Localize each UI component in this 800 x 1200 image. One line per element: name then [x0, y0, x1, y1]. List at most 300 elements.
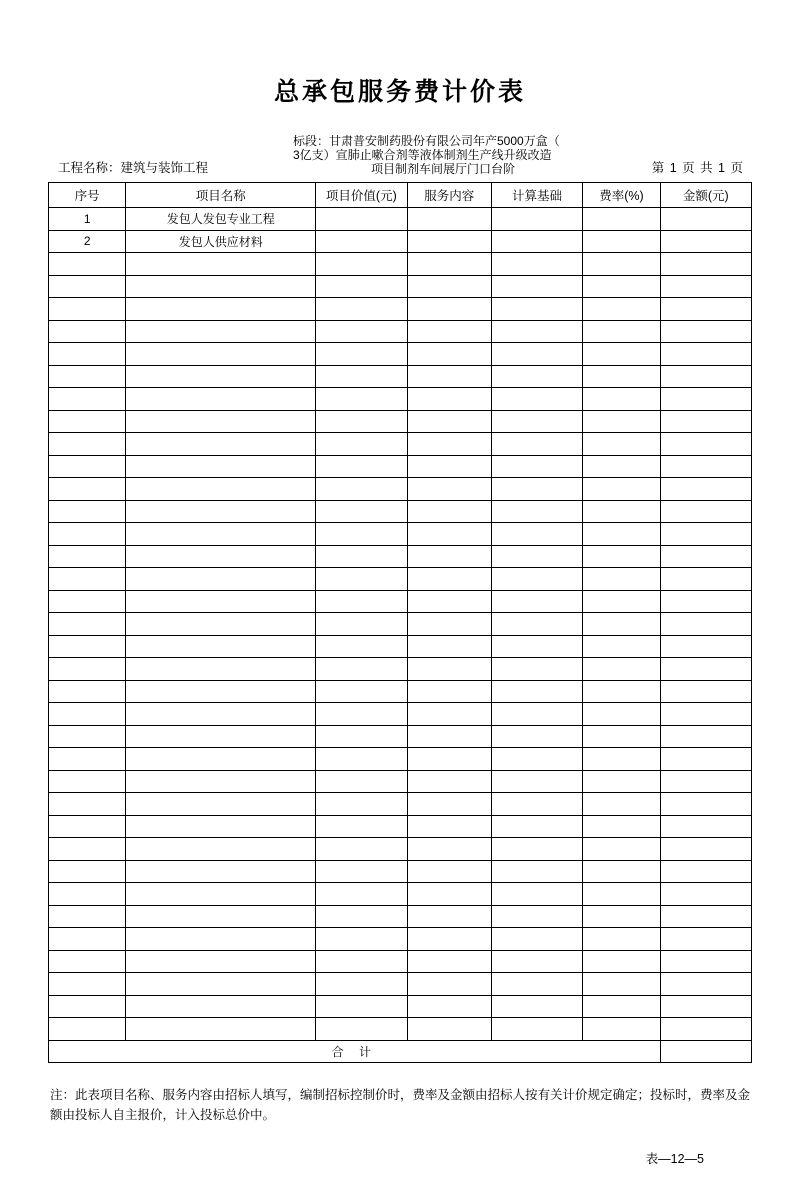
cell-name[interactable]: [126, 793, 316, 816]
cell-amount[interactable]: [660, 298, 751, 321]
cell-value[interactable]: [316, 365, 407, 388]
cell-basis[interactable]: [491, 613, 582, 636]
cell-basis[interactable]: [491, 545, 582, 568]
cell-value[interactable]: [316, 748, 407, 771]
cell-value[interactable]: [316, 253, 407, 276]
cell-basis[interactable]: [491, 928, 582, 951]
cell-basis[interactable]: [491, 253, 582, 276]
cell-name[interactable]: [126, 365, 316, 388]
cell-name[interactable]: [126, 703, 316, 726]
cell-service[interactable]: [407, 230, 491, 253]
cell-amount[interactable]: [660, 455, 751, 478]
cell-no[interactable]: [49, 568, 126, 591]
cell-name[interactable]: [126, 320, 316, 343]
cell-rate[interactable]: [583, 883, 660, 906]
cell-amount[interactable]: [660, 1018, 751, 1041]
cell-name[interactable]: [126, 253, 316, 276]
cell-rate[interactable]: [583, 433, 660, 456]
cell-name[interactable]: [126, 613, 316, 636]
table-row: [49, 298, 752, 321]
cell-no[interactable]: [49, 478, 126, 501]
cell-basis[interactable]: [491, 995, 582, 1018]
cell-no[interactable]: [49, 950, 126, 973]
cell-service[interactable]: [407, 995, 491, 1018]
table-row: [49, 275, 752, 298]
cell-basis[interactable]: [491, 973, 582, 996]
cell-rate[interactable]: [583, 838, 660, 861]
cell-basis[interactable]: [491, 568, 582, 591]
cell-rate[interactable]: [583, 770, 660, 793]
cell-service[interactable]: [407, 793, 491, 816]
cell-service[interactable]: [407, 208, 491, 231]
cell-name[interactable]: [126, 725, 316, 748]
cell-no[interactable]: [49, 658, 126, 681]
table-row: [49, 860, 752, 883]
cell-no[interactable]: [49, 815, 126, 838]
cell-basis[interactable]: [491, 815, 582, 838]
cell-amount[interactable]: [660, 410, 751, 433]
cell-name[interactable]: [126, 928, 316, 951]
table-row: [49, 230, 752, 253]
cell-rate[interactable]: [583, 995, 660, 1018]
cell-name[interactable]: [126, 815, 316, 838]
cell-amount[interactable]: [660, 815, 751, 838]
table-row: [49, 590, 752, 613]
cell-name[interactable]: [126, 590, 316, 613]
cell-basis[interactable]: [491, 388, 582, 411]
column-header-amount: 金额(元): [660, 183, 751, 208]
cell-rate[interactable]: [583, 680, 660, 703]
cell-amount[interactable]: [660, 770, 751, 793]
table-row: [49, 680, 752, 703]
cell-name[interactable]: [126, 478, 316, 501]
cell-no[interactable]: [49, 298, 126, 321]
cell-value[interactable]: [316, 1018, 407, 1041]
table-row: [49, 455, 752, 478]
cell-service[interactable]: [407, 455, 491, 478]
column-header-no: 序号: [49, 183, 126, 208]
cell-amount[interactable]: [660, 928, 751, 951]
cell-name[interactable]: [126, 658, 316, 681]
cell-name[interactable]: [126, 410, 316, 433]
cell-name[interactable]: [126, 275, 316, 298]
cell-amount[interactable]: [660, 613, 751, 636]
cell-no[interactable]: [49, 455, 126, 478]
cell-no[interactable]: 2: [49, 230, 126, 253]
cell-service[interactable]: [407, 815, 491, 838]
form-code: 表—12—5: [645, 1152, 704, 1166]
cell-amount[interactable]: [660, 568, 751, 591]
cell-rate[interactable]: [583, 298, 660, 321]
cell-rate[interactable]: [583, 478, 660, 501]
table-row: [49, 905, 752, 928]
cell-rate[interactable]: [583, 658, 660, 681]
cell-value[interactable]: [316, 208, 407, 231]
cell-service[interactable]: [407, 365, 491, 388]
cell-basis[interactable]: [491, 298, 582, 321]
cell-amount[interactable]: [660, 208, 751, 231]
cell-value[interactable]: [316, 703, 407, 726]
cell-amount[interactable]: [660, 433, 751, 456]
cell-no[interactable]: [49, 725, 126, 748]
cell-amount[interactable]: [660, 275, 751, 298]
cell-name[interactable]: [126, 748, 316, 771]
cell-service[interactable]: [407, 568, 491, 591]
cell-amount[interactable]: [660, 635, 751, 658]
cell-basis[interactable]: [491, 703, 582, 726]
table-note: 注：此表项目名称、服务内容由招标人填写，编制招标控制价时，费率及金额由招标人按有关计价规定确定；投标时，费率及金额由投标人自主报价，计入投标总价中。: [50, 1088, 751, 1122]
cell-rate[interactable]: [583, 793, 660, 816]
cell-no[interactable]: [49, 320, 126, 343]
column-header-value: 项目价值(元): [316, 183, 407, 208]
cell-value[interactable]: [316, 793, 407, 816]
cell-name[interactable]: [126, 545, 316, 568]
cell-basis[interactable]: [491, 208, 582, 231]
cell-no[interactable]: [49, 545, 126, 568]
cell-name[interactable]: [126, 343, 316, 366]
cell-basis[interactable]: [491, 883, 582, 906]
cell-basis[interactable]: [491, 905, 582, 928]
cell-service[interactable]: [407, 500, 491, 523]
section-line-3: 项目制剂车间展厅门口台阶: [370, 162, 515, 176]
cell-name[interactable]: 发包人发包专业工程: [126, 208, 316, 231]
cell-no[interactable]: [49, 770, 126, 793]
cell-rate[interactable]: [583, 275, 660, 298]
cell-rate[interactable]: [583, 500, 660, 523]
cell-amount[interactable]: [660, 388, 751, 411]
cell-amount[interactable]: [660, 230, 751, 253]
table-row: [49, 365, 752, 388]
cell-amount[interactable]: [660, 793, 751, 816]
cell-service[interactable]: [407, 770, 491, 793]
cell-service[interactable]: [407, 545, 491, 568]
cell-service[interactable]: [407, 725, 491, 748]
cell-value[interactable]: [316, 860, 407, 883]
table-row: [49, 410, 752, 433]
cell-amount[interactable]: [660, 950, 751, 973]
cell-service[interactable]: [407, 275, 491, 298]
cell-value[interactable]: [316, 658, 407, 681]
cell-basis[interactable]: [491, 635, 582, 658]
cell-name[interactable]: 发包人供应材料: [126, 230, 316, 253]
cell-service[interactable]: [407, 928, 491, 951]
cell-no[interactable]: [49, 388, 126, 411]
cell-amount[interactable]: [660, 545, 751, 568]
cell-name[interactable]: [126, 298, 316, 321]
cell-amount[interactable]: [660, 680, 751, 703]
cell-basis[interactable]: [491, 410, 582, 433]
cell-service[interactable]: [407, 388, 491, 411]
cell-no[interactable]: [49, 838, 126, 861]
cell-basis[interactable]: [491, 748, 582, 771]
cell-rate[interactable]: [583, 388, 660, 411]
cell-rate[interactable]: [583, 703, 660, 726]
cell-rate[interactable]: [583, 523, 660, 546]
cell-rate[interactable]: [583, 635, 660, 658]
cell-value[interactable]: [316, 725, 407, 748]
cell-basis[interactable]: [491, 725, 582, 748]
cell-service[interactable]: [407, 433, 491, 456]
cell-value[interactable]: [316, 275, 407, 298]
cell-amount[interactable]: [660, 658, 751, 681]
cell-service[interactable]: [407, 883, 491, 906]
cell-name[interactable]: [126, 950, 316, 973]
cell-value[interactable]: [316, 590, 407, 613]
cell-basis[interactable]: [491, 478, 582, 501]
cell-amount[interactable]: [660, 703, 751, 726]
cell-name[interactable]: [126, 523, 316, 546]
cell-no[interactable]: [49, 883, 126, 906]
cell-value[interactable]: [316, 815, 407, 838]
table-header-row: [49, 183, 752, 208]
table-row: [49, 208, 752, 231]
cell-rate[interactable]: [583, 860, 660, 883]
cell-no[interactable]: [49, 365, 126, 388]
cell-rate[interactable]: [583, 230, 660, 253]
cell-rate[interactable]: [583, 590, 660, 613]
cell-no[interactable]: [49, 635, 126, 658]
cell-rate[interactable]: [583, 410, 660, 433]
cell-basis[interactable]: [491, 658, 582, 681]
cell-value[interactable]: [316, 568, 407, 591]
section-line-2: 3亿支）宣肺止嗽合剂等液体制剂生产线升级改造: [293, 148, 552, 162]
table-row: [49, 883, 752, 906]
cell-value[interactable]: [316, 343, 407, 366]
cell-value[interactable]: [316, 635, 407, 658]
cell-service[interactable]: [407, 523, 491, 546]
cell-basis[interactable]: [491, 500, 582, 523]
cell-name[interactable]: [126, 568, 316, 591]
section-info: [293, 134, 593, 176]
cell-no[interactable]: [49, 793, 126, 816]
cell-name[interactable]: [126, 455, 316, 478]
table-row: [49, 568, 752, 591]
cell-name[interactable]: [126, 388, 316, 411]
cell-no[interactable]: [49, 680, 126, 703]
table-row: [49, 1018, 752, 1041]
cell-rate[interactable]: [583, 613, 660, 636]
project-name-label: 工程名称：建筑与装饰工程: [58, 161, 209, 175]
cell-name[interactable]: [126, 433, 316, 456]
table-row: [49, 748, 752, 771]
cell-rate[interactable]: [583, 253, 660, 276]
cell-service[interactable]: [407, 973, 491, 996]
cell-value[interactable]: [316, 680, 407, 703]
cell-value[interactable]: [316, 410, 407, 433]
cell-no[interactable]: [49, 343, 126, 366]
cell-amount[interactable]: [660, 995, 751, 1018]
cell-no[interactable]: [49, 748, 126, 771]
cell-amount[interactable]: [660, 860, 751, 883]
cell-basis[interactable]: [491, 1018, 582, 1041]
cell-value[interactable]: [316, 500, 407, 523]
cell-value[interactable]: [316, 883, 407, 906]
cell-value[interactable]: [316, 770, 407, 793]
cell-service[interactable]: [407, 658, 491, 681]
cell-no[interactable]: [49, 995, 126, 1018]
cell-value[interactable]: [316, 613, 407, 636]
cell-value[interactable]: [316, 478, 407, 501]
cell-rate[interactable]: [583, 815, 660, 838]
cell-no[interactable]: [49, 590, 126, 613]
cell-basis[interactable]: [491, 343, 582, 366]
cell-service[interactable]: [407, 680, 491, 703]
cell-rate[interactable]: [583, 1018, 660, 1041]
column-header-service: 服务内容: [407, 183, 491, 208]
cell-rate[interactable]: [583, 208, 660, 231]
table-row: [49, 770, 752, 793]
cell-service[interactable]: [407, 343, 491, 366]
total-amount[interactable]: [660, 1040, 751, 1063]
cell-amount[interactable]: [660, 725, 751, 748]
cell-basis[interactable]: [491, 455, 582, 478]
cell-value[interactable]: [316, 928, 407, 951]
table-row: [49, 793, 752, 816]
cell-name[interactable]: [126, 770, 316, 793]
cell-service[interactable]: [407, 478, 491, 501]
cell-basis[interactable]: [491, 365, 582, 388]
cell-value[interactable]: [316, 230, 407, 253]
table-row: [49, 613, 752, 636]
cell-rate[interactable]: [583, 455, 660, 478]
cell-name[interactable]: [126, 995, 316, 1018]
table-row: [49, 320, 752, 343]
document-header: [48, 136, 752, 178]
cell-amount[interactable]: [660, 523, 751, 546]
column-header-rate: 费率(%): [583, 183, 660, 208]
cell-no[interactable]: [49, 928, 126, 951]
cell-no[interactable]: [49, 613, 126, 636]
cell-name[interactable]: [126, 635, 316, 658]
cell-no[interactable]: [49, 433, 126, 456]
cell-rate[interactable]: [583, 320, 660, 343]
table-row: [49, 500, 752, 523]
cell-name[interactable]: [126, 500, 316, 523]
cell-name[interactable]: [126, 1018, 316, 1041]
cell-amount[interactable]: [660, 253, 751, 276]
cell-amount[interactable]: [660, 883, 751, 906]
cell-value[interactable]: [316, 523, 407, 546]
cell-name[interactable]: [126, 860, 316, 883]
cell-service[interactable]: [407, 253, 491, 276]
cell-service[interactable]: [407, 950, 491, 973]
cell-rate[interactable]: [583, 725, 660, 748]
table-row: [49, 433, 752, 456]
cell-service[interactable]: [407, 320, 491, 343]
cell-rate[interactable]: [583, 545, 660, 568]
cell-no[interactable]: [49, 500, 126, 523]
cell-service[interactable]: [407, 905, 491, 928]
cell-basis[interactable]: [491, 770, 582, 793]
cell-no[interactable]: [49, 275, 126, 298]
cell-service[interactable]: [407, 860, 491, 883]
cell-rate[interactable]: [583, 928, 660, 951]
cell-no[interactable]: [49, 905, 126, 928]
cell-rate[interactable]: [583, 343, 660, 366]
cell-amount[interactable]: [660, 343, 751, 366]
cell-basis[interactable]: [491, 320, 582, 343]
cell-service[interactable]: [407, 1018, 491, 1041]
cell-value[interactable]: [316, 995, 407, 1018]
cell-amount[interactable]: [660, 590, 751, 613]
cell-no[interactable]: [49, 1018, 126, 1041]
cell-basis[interactable]: [491, 793, 582, 816]
cell-value[interactable]: [316, 950, 407, 973]
cell-basis[interactable]: [491, 523, 582, 546]
table-row: [49, 950, 752, 973]
cell-value[interactable]: [316, 905, 407, 928]
cell-name[interactable]: [126, 680, 316, 703]
cell-no[interactable]: [49, 410, 126, 433]
cell-amount[interactable]: [660, 478, 751, 501]
cell-name[interactable]: [126, 883, 316, 906]
table-row: [49, 523, 752, 546]
cell-name[interactable]: [126, 973, 316, 996]
cell-rate[interactable]: [583, 748, 660, 771]
cell-no[interactable]: [49, 523, 126, 546]
cell-basis[interactable]: [491, 230, 582, 253]
cell-name[interactable]: [126, 905, 316, 928]
cell-amount[interactable]: [660, 500, 751, 523]
cell-service[interactable]: [407, 838, 491, 861]
cell-rate[interactable]: [583, 365, 660, 388]
cell-basis[interactable]: [491, 680, 582, 703]
cell-rate[interactable]: [583, 973, 660, 996]
cell-amount[interactable]: [660, 905, 751, 928]
cell-no[interactable]: [49, 253, 126, 276]
cell-amount[interactable]: [660, 838, 751, 861]
cell-value[interactable]: [316, 388, 407, 411]
cell-service[interactable]: [407, 298, 491, 321]
cell-rate[interactable]: [583, 905, 660, 928]
cell-service[interactable]: [407, 703, 491, 726]
table-row: [49, 388, 752, 411]
cell-basis[interactable]: [491, 590, 582, 613]
cell-value[interactable]: [316, 320, 407, 343]
cell-service[interactable]: [407, 410, 491, 433]
table-row: [49, 545, 752, 568]
table-total-row: [49, 1040, 752, 1063]
cell-value[interactable]: [316, 545, 407, 568]
cell-service[interactable]: [407, 748, 491, 771]
cell-basis[interactable]: [491, 860, 582, 883]
cell-service[interactable]: [407, 613, 491, 636]
cell-rate[interactable]: [583, 568, 660, 591]
cell-basis[interactable]: [491, 838, 582, 861]
cell-no[interactable]: [49, 860, 126, 883]
cell-name[interactable]: [126, 838, 316, 861]
cell-service[interactable]: [407, 635, 491, 658]
cell-amount[interactable]: [660, 973, 751, 996]
cell-amount[interactable]: [660, 748, 751, 771]
cell-no[interactable]: [49, 703, 126, 726]
cell-value[interactable]: [316, 455, 407, 478]
cell-service[interactable]: [407, 590, 491, 613]
cell-value[interactable]: [316, 433, 407, 456]
cell-rate[interactable]: [583, 950, 660, 973]
table-row: [49, 973, 752, 996]
cell-value[interactable]: [316, 838, 407, 861]
cell-basis[interactable]: [491, 433, 582, 456]
cell-amount[interactable]: [660, 320, 751, 343]
cell-no[interactable]: [49, 973, 126, 996]
cell-value[interactable]: [316, 973, 407, 996]
cell-basis[interactable]: [491, 950, 582, 973]
cell-value[interactable]: [316, 298, 407, 321]
cell-amount[interactable]: [660, 365, 751, 388]
cell-basis[interactable]: [491, 275, 582, 298]
cell-no[interactable]: 1: [49, 208, 126, 231]
